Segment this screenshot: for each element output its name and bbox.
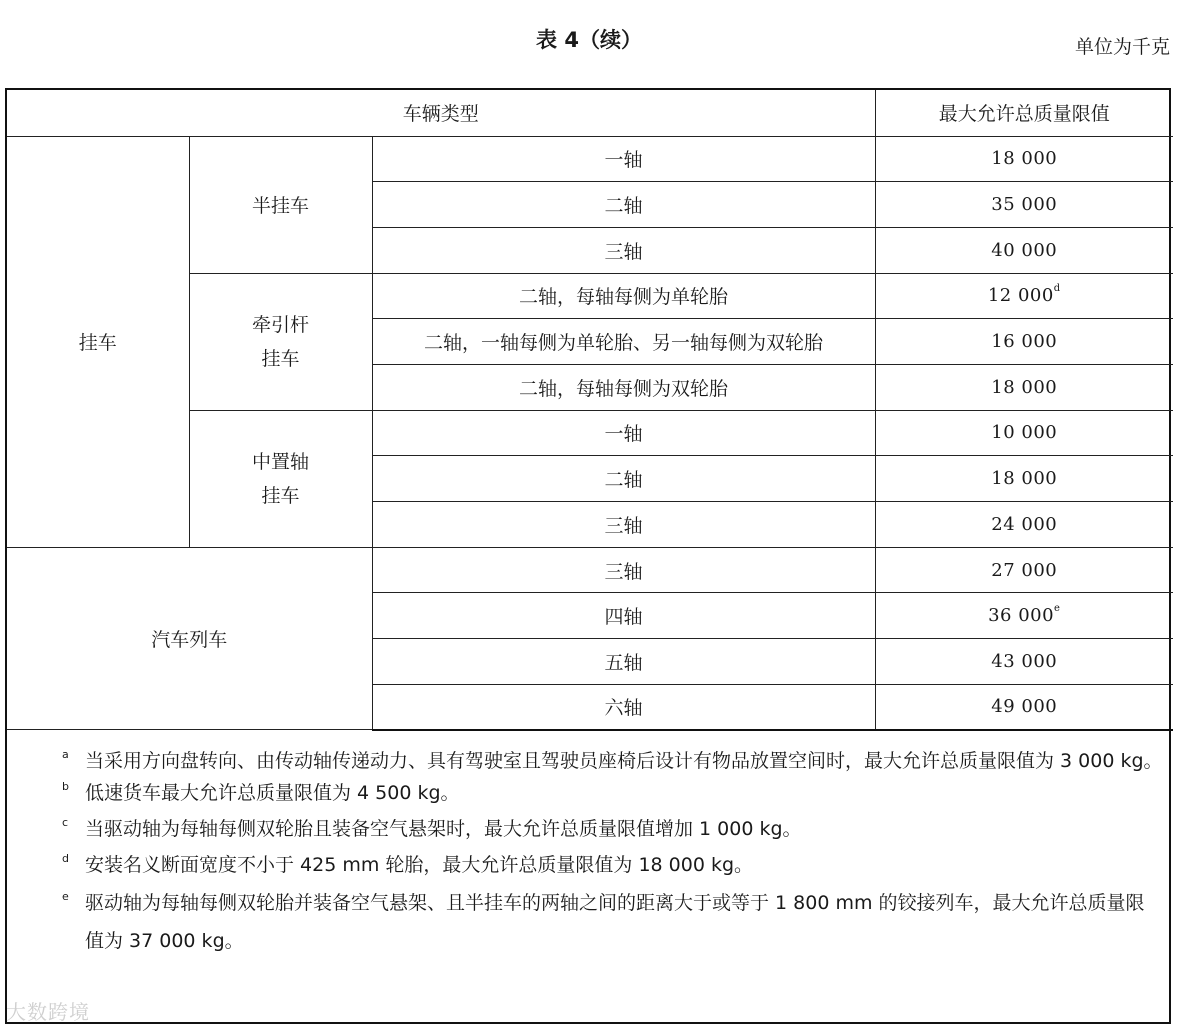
axle-cell: 五轴 xyxy=(372,639,875,685)
footnote-text: 当采用方向盘转向、由传动轴传递动力、具有驾驶室且驾驶员座椅后设计有物品放置空间时，最大允许总质量限值为 3 000 kg。 xyxy=(85,750,1163,772)
value-cell: 35 000 xyxy=(875,182,1173,228)
footnote-mark: c xyxy=(62,816,69,829)
axle-cell: 六轴 xyxy=(372,684,875,730)
footnote-text: 驱动轴为每轴每侧双轮胎并装备空气悬架、且半挂车的两轴之间的距离大于或等于 1 800 mm 的铰接列车，最大允许总质量限值为 37 000 kg。 xyxy=(85,892,1145,952)
value-cell: 27 000 xyxy=(875,547,1173,593)
subcategory-drawbar-trailer: 牵引杆 挂车 xyxy=(189,273,372,410)
footnote-ref: e xyxy=(1054,603,1061,615)
footnote-mark: b xyxy=(62,780,69,793)
axle-cell: 四轴 xyxy=(372,593,875,639)
value-cell: 18 000 xyxy=(875,456,1173,502)
axle-cell: 一轴 xyxy=(372,410,875,456)
axle-cell: 二轴 xyxy=(372,456,875,502)
unit-label: 单位为千克 xyxy=(1074,36,1170,58)
subcategory-semi-trailer: 半挂车 xyxy=(189,136,372,273)
header-vehicle-type: 车辆类型 xyxy=(7,90,875,136)
footnote-d xyxy=(7,846,1173,884)
footnotes xyxy=(7,732,1173,960)
value-cell xyxy=(875,593,1173,639)
value-cell: 18 000 xyxy=(875,364,1173,410)
axle-cell: 二轴，每轴每侧为单轮胎 xyxy=(372,273,875,319)
table-frame xyxy=(5,88,1171,1024)
value-cell: 10 000 xyxy=(875,410,1173,456)
footnote-mark: e xyxy=(62,890,69,903)
value-cell: 43 000 xyxy=(875,639,1173,685)
table-title: 表 4（续） xyxy=(536,28,642,52)
subcategory-center-axle-trailer: 中置轴 挂车 xyxy=(189,410,372,547)
value-cell xyxy=(875,273,1173,319)
watermark: 大数跨境 xyxy=(6,1000,90,1024)
footnote-mark: d xyxy=(62,852,69,865)
mass-limit-table xyxy=(7,90,1173,731)
axle-cell: 一轴 xyxy=(372,136,875,182)
footnote-c xyxy=(7,810,1173,848)
axle-cell: 三轴 xyxy=(372,502,875,548)
value-text: 36 000 xyxy=(988,605,1055,627)
axle-cell: 二轴，一轴每侧为单轮胎、另一轴每侧为双轮胎 xyxy=(372,319,875,365)
value-cell: 49 000 xyxy=(875,684,1173,730)
value-text: 12 000 xyxy=(987,285,1054,307)
footnote-ref: d xyxy=(1053,283,1061,295)
value-cell: 18 000 xyxy=(875,136,1173,182)
value-cell: 16 000 xyxy=(875,319,1173,365)
footnote-text: 安装名义断面宽度不小于 425 mm 轮胎，最大允许总质量限值为 18 000 kg。 xyxy=(85,854,754,876)
axle-cell: 三轴 xyxy=(372,227,875,273)
value-cell: 24 000 xyxy=(875,502,1173,548)
footnote-text: 当驱动轴为每轴每侧双轮胎且装备空气悬架时，最大允许总质量限值增加 1 000 kg。 xyxy=(85,818,802,840)
axle-cell: 三轴 xyxy=(372,547,875,593)
value-cell: 40 000 xyxy=(875,227,1173,273)
category-road-train: 汽车列车 xyxy=(7,547,372,730)
footnote-e xyxy=(7,884,1173,960)
category-trailer: 挂车 xyxy=(7,136,189,547)
footnote-mark: a xyxy=(62,748,69,761)
footnote-b xyxy=(7,774,1173,812)
footnote-text: 低速货车最大允许总质量限值为 4 500 kg。 xyxy=(85,782,460,804)
axle-cell: 二轴 xyxy=(372,182,875,228)
axle-cell: 二轴，每轴每侧为双轮胎 xyxy=(372,364,875,410)
header-mass-limit: 最大允许总质量限值 xyxy=(875,90,1173,136)
